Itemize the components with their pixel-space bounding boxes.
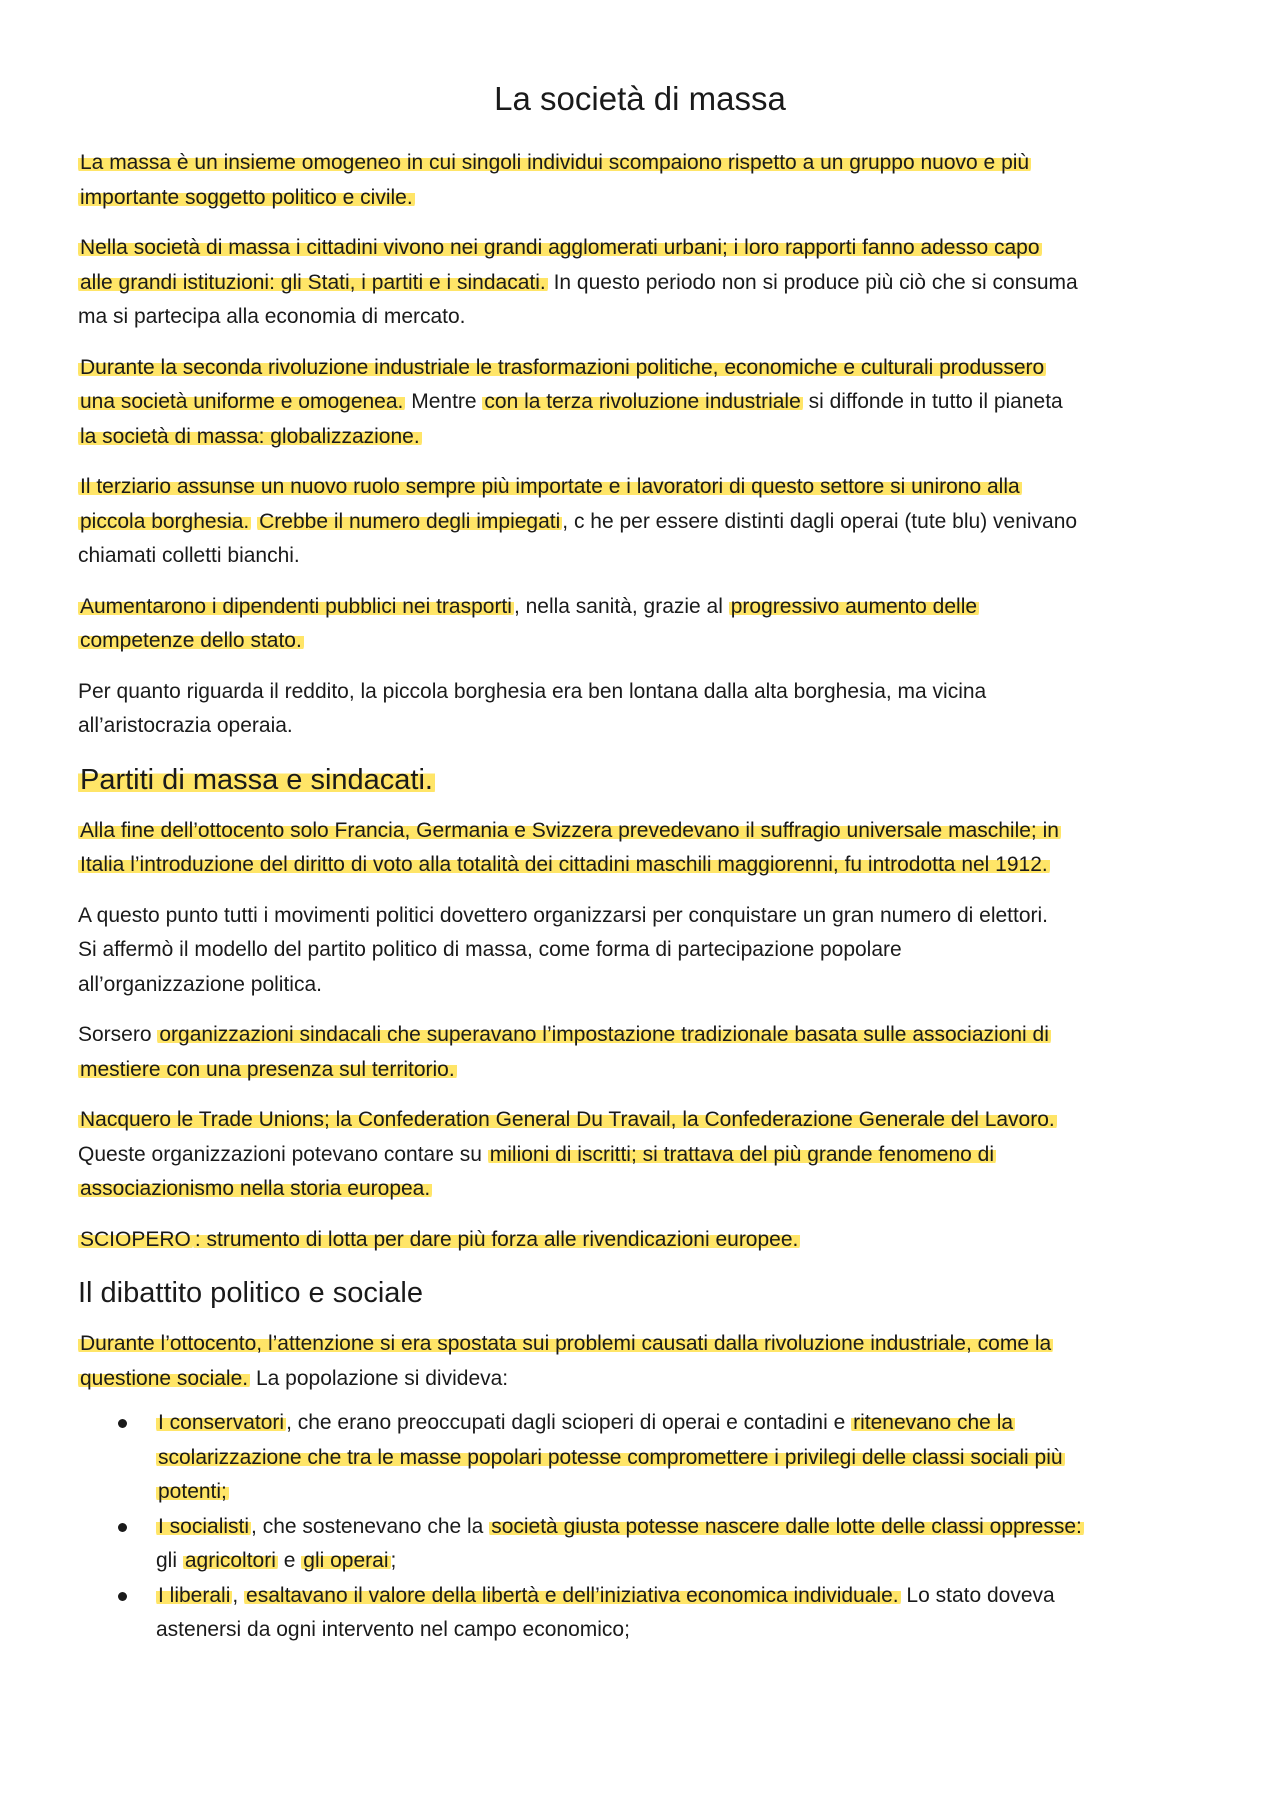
highlighted-text: Partiti di massa e sindacati.: [80, 763, 433, 796]
highlighted-text: Alla fine dell’ottocento solo Francia, Germania e Svizzera prevedevano il suffragio universale maschile; in: [80, 818, 1059, 842]
plain-text: La popolazione si divideva:: [250, 1366, 509, 1390]
text-line: [78, 848, 1228, 883]
highlighted-text: importante soggetto politico e civile.: [80, 185, 413, 209]
text-line: [78, 624, 1228, 659]
text-line: [78, 266, 1228, 301]
highlighted-text: Il terziario assunse un nuovo ruolo sempre più importate e i lavoratori di questo settore si unirono alla: [80, 475, 1020, 498]
highlighted-text: Durante l’ottocento, l’attenzione si era spostata sui problemi causati dalla rivoluzione industriale, come la: [80, 1332, 1052, 1355]
plain-text: , che sostenevano che la: [251, 1514, 490, 1538]
plain-text: In questo periodo non si produce più ciò che si consuma: [547, 270, 1078, 294]
highlighted-text: progressivo aumento delle: [730, 594, 978, 618]
plain-text: , c he per essere distinti dagli operai (tute blu) venivano: [562, 509, 1078, 533]
highlighted-text: Nacquero le Trade Unions; la Confederation General Du Travail, la Confederazione Generale del Lavoro.: [80, 1108, 1055, 1131]
text-line: [156, 1544, 1228, 1579]
paragraph-cittadini: [78, 231, 1228, 335]
highlighted-text: I conservatori: [158, 1411, 285, 1434]
text-line: ma si partecipa alla economia di mercato.: [78, 305, 466, 328]
highlighted-text: società giusta potesse nascere dalle lotte delle classi oppresse:: [491, 1514, 1082, 1538]
text-line: [78, 1018, 1228, 1053]
plain-text: Mentre: [405, 390, 483, 413]
text-line: [78, 420, 1228, 455]
highlighted-text: ritenevano che la: [853, 1411, 1014, 1434]
highlighted-text: Durante la seconda rivoluzione industriale le trasformazioni politiche, economiche e culturali produssero: [80, 355, 1045, 379]
text-line: [78, 1103, 1228, 1138]
text-line: [78, 146, 1228, 181]
paragraph-sindacali: [78, 1018, 1228, 1087]
plain-text: e: [277, 1549, 302, 1572]
paragraph-terziario: [78, 470, 1228, 574]
plain-text: Queste organizzazioni potevano contare su: [78, 1142, 488, 1166]
highlighted-text: la società di massa: globalizzazione.: [80, 424, 420, 448]
text-line: [156, 1510, 1228, 1545]
document-body: [78, 146, 1228, 1648]
section-heading-partiti: [78, 760, 1228, 800]
paragraph-suffragio: [78, 814, 1228, 883]
highlighted-text: I socialisti: [158, 1514, 250, 1538]
section-heading-dibattito: Il dibattito politico e sociale: [78, 1277, 423, 1309]
bullet-icon: [118, 1592, 127, 1601]
text-line: [78, 385, 1228, 420]
text-line: chiamati colletti bianchi.: [78, 544, 300, 567]
highlighted-text: alle grandi istituzioni: gli Stati, i partiti e i sindacati.: [80, 270, 546, 294]
list-item-conservatori: [78, 1406, 1228, 1510]
text-line: [78, 1053, 1228, 1088]
text-line: [78, 181, 1228, 216]
highlighted-text: I liberali: [158, 1583, 231, 1607]
text-line: [156, 1579, 1228, 1614]
highlighted-text: mestiere con una presenza sul territorio.: [80, 1057, 455, 1081]
text-line: all’organizzazione politica.: [78, 972, 322, 996]
highlighted-text: piccola borghesia.: [80, 509, 250, 533]
highlighted-text: Aumentarono i dipendenti pubblici nei trasporti: [80, 594, 512, 618]
highlighted-text: Nella società di massa i cittadini vivono nei grandi agglomerati urbani; i loro rapporti fanno adesso capo: [80, 236, 1040, 259]
highlighted-text: esaltavano il valore della libertà e dell’iniziativa economica individuale.: [246, 1583, 899, 1607]
paragraph-movimenti: [78, 899, 1228, 1003]
highlighted-text: La massa è un insieme omogeneo in cui singoli individui scompaiono rispetto a un gruppo nuovo e più: [80, 151, 1030, 174]
text-line: [78, 470, 1228, 505]
paragraph-dipendenti: [78, 590, 1228, 659]
highlighted-text: Crebbe il numero degli impiegati: [259, 509, 561, 533]
list-item-socialisti: [78, 1510, 1228, 1579]
text-line: [156, 1475, 1228, 1510]
text-line: Si affermò il modello del partito politico di massa, come forma di partecipazione popolare: [78, 938, 902, 961]
plain-text: Lo stato doveva: [900, 1583, 1055, 1607]
page-title: La società di massa: [494, 80, 786, 117]
plain-text: si diffonde in tutto il pianeta: [802, 390, 1063, 413]
text-line: [78, 231, 1228, 266]
plain-text: gli: [156, 1549, 183, 1572]
text-line: [78, 590, 1228, 625]
list-item-liberali: [78, 1579, 1228, 1648]
bullet-icon: [118, 1419, 127, 1428]
text-line: [78, 1362, 1228, 1397]
text-line: [78, 1223, 1228, 1258]
highlighted-text: organizzazioni sindacali che superavano l’impostazione tradizionale basata sulle associazioni di: [159, 1023, 1049, 1046]
paragraph-ottocento: [78, 1327, 1228, 1396]
plain-text: , nella sanità, grazie al: [513, 594, 729, 618]
bullet-list: [78, 1406, 1228, 1648]
bullet-icon: [118, 1523, 127, 1532]
text-line: [78, 814, 1228, 849]
highlighted-text: questione sociale.: [80, 1366, 249, 1390]
text-line: A questo punto tutti i movimenti politici dovettero organizzarsi per conquistare un gran numero di elettori.: [78, 903, 1049, 927]
text-line: [156, 1406, 1228, 1441]
text-line: Per quanto riguarda il reddito, la piccola borghesia era ben lontana dalla alta borghesia, ma vicina: [78, 679, 987, 703]
highlighted-text: con la terza rivoluzione industriale: [484, 390, 801, 413]
plain-text: , che erano preoccupati dagli scioperi di operai e contadini e: [286, 1411, 852, 1434]
paragraph-trade-unions: [78, 1103, 1228, 1207]
highlighted-text: gli operai: [303, 1549, 389, 1572]
highlighted-text: : strumento di lotta per dare più forza alle rivendicazioni europee.: [194, 1227, 799, 1251]
text-line: [78, 1327, 1228, 1362]
highlighted-text: Italia l’introduzione del diritto di voto alla totalità dei cittadini maschili maggiorenni, fu introdotta nel 1912.: [80, 853, 1048, 876]
text-line: [78, 1138, 1228, 1173]
highlighted-text: associazionismo nella storia europea.: [80, 1177, 431, 1200]
plain-text: ,: [232, 1583, 245, 1607]
highlighted-text: una società uniforme e omogenea.: [80, 390, 404, 413]
paragraph-massa-definition: [78, 146, 1228, 215]
paragraph-reddito: [78, 675, 1228, 744]
text-line: [78, 1172, 1228, 1207]
text-line: [156, 1441, 1228, 1476]
text-line: all’aristocrazia operaia.: [78, 714, 293, 737]
paragraph-sciopero: [78, 1223, 1228, 1258]
highlighted-text: milioni di iscritti; si trattava del più grande fenomeno di: [489, 1142, 995, 1166]
text-line: [78, 505, 1228, 540]
highlighted-text: competenze dello stato.: [80, 629, 302, 652]
highlighted-text: SCIOPERO: [80, 1227, 191, 1251]
highlighted-text: agricoltori: [184, 1549, 276, 1572]
highlighted-text: potenti;: [158, 1480, 227, 1503]
paragraph-rivoluzione: [78, 351, 1228, 455]
text-line: astenersi da ogni intervento nel campo economico;: [156, 1618, 630, 1641]
text-line: [78, 351, 1228, 386]
plain-text: ;: [390, 1549, 397, 1572]
plain-text: Sorsero: [78, 1023, 158, 1046]
highlighted-text: scolarizzazione che tra le masse popolari potesse compromettere i privilegi delle classi sociali più: [158, 1445, 1063, 1469]
